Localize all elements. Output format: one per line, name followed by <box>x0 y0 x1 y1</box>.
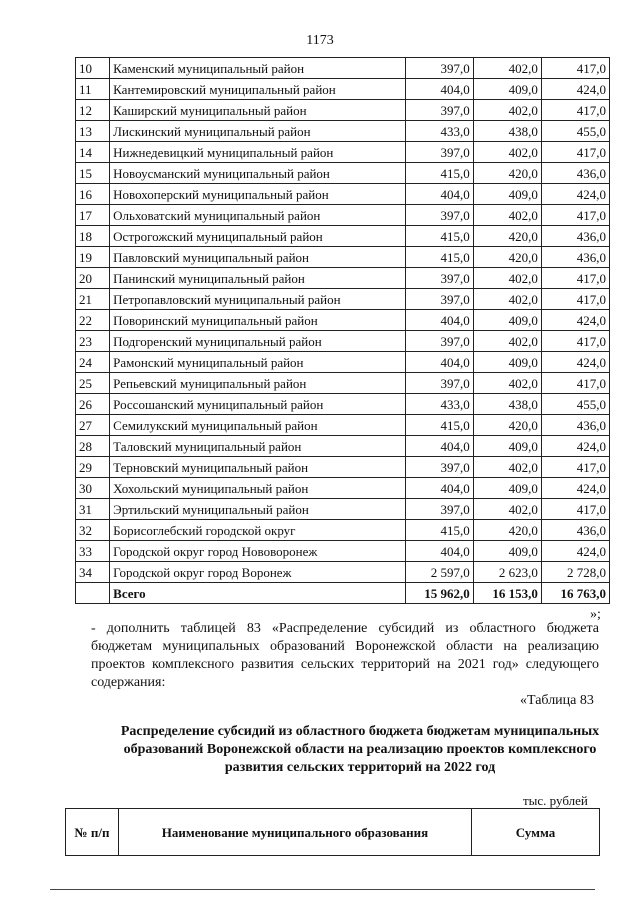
table-heading: Распределение субсидий из областного бюджета бюджетам муниципальных образований Воронежской области на реализацию проектов комплексного развития сельских территорий на 2022 год <box>120 724 600 775</box>
value-col-1: 397,0 <box>405 205 473 226</box>
table-row <box>76 562 610 583</box>
units-label: тыс. рублей <box>523 793 588 808</box>
row-number: 22 <box>76 310 110 331</box>
value-col-2: 402,0 <box>473 373 541 394</box>
total-col-2: 16 153,0 <box>473 583 541 604</box>
value-col-1: 415,0 <box>405 520 473 541</box>
total-row <box>76 583 610 604</box>
table-row <box>76 499 610 520</box>
table-row <box>76 100 610 121</box>
value-col-3: 424,0 <box>541 79 609 100</box>
row-number: 30 <box>76 478 110 499</box>
value-col-2: 409,0 <box>473 541 541 562</box>
value-col-3: 424,0 <box>541 436 609 457</box>
subsidy-table <box>75 57 610 604</box>
page-bottom-rule <box>50 889 595 890</box>
value-col-3: 455,0 <box>541 121 609 142</box>
value-col-1: 404,0 <box>405 79 473 100</box>
table-row <box>76 184 610 205</box>
value-col-2: 420,0 <box>473 163 541 184</box>
value-col-1: 397,0 <box>405 457 473 478</box>
value-col-1: 397,0 <box>405 331 473 352</box>
row-number: 27 <box>76 415 110 436</box>
value-col-1: 404,0 <box>405 541 473 562</box>
value-col-3: 417,0 <box>541 373 609 394</box>
value-col-2: 420,0 <box>473 520 541 541</box>
row-number: 33 <box>76 541 110 562</box>
municipality-name: Терновский муниципальный район <box>110 457 405 478</box>
page-number: 1173 <box>306 33 334 48</box>
value-col-2: 409,0 <box>473 310 541 331</box>
municipality-name: Городской округ город Воронеж <box>110 562 405 583</box>
value-col-2: 438,0 <box>473 394 541 415</box>
row-number: 17 <box>76 205 110 226</box>
value-col-3: 424,0 <box>541 352 609 373</box>
table-row <box>76 163 610 184</box>
new-table-header <box>65 808 600 856</box>
value-col-2: 420,0 <box>473 226 541 247</box>
value-col-3: 417,0 <box>541 268 609 289</box>
row-number: 28 <box>76 436 110 457</box>
value-col-2: 2 623,0 <box>473 562 541 583</box>
row-number: 18 <box>76 226 110 247</box>
value-col-3: 424,0 <box>541 310 609 331</box>
row-number: 31 <box>76 499 110 520</box>
table-row <box>76 478 610 499</box>
value-col-3: 436,0 <box>541 163 609 184</box>
table-row <box>76 331 610 352</box>
header-num: № п/п <box>66 809 119 856</box>
row-number: 19 <box>76 247 110 268</box>
value-col-1: 397,0 <box>405 142 473 163</box>
value-col-1: 397,0 <box>405 499 473 520</box>
municipality-name: Репьевский муниципальный район <box>110 373 405 394</box>
table-row <box>76 226 610 247</box>
municipality-name: Городской округ город Нововоронеж <box>110 541 405 562</box>
municipality-name: Павловский муниципальный район <box>110 247 405 268</box>
municipality-name: Панинский муниципальный район <box>110 268 405 289</box>
table-reference: «Таблица 83 <box>520 693 594 708</box>
row-number: 11 <box>76 79 110 100</box>
value-col-3: 417,0 <box>541 457 609 478</box>
municipality-name: Новохоперский муниципальный район <box>110 184 405 205</box>
table-row <box>76 373 610 394</box>
table-row <box>76 457 610 478</box>
municipality-name: Лискинский муниципальный район <box>110 121 405 142</box>
value-col-3: 417,0 <box>541 331 609 352</box>
table-row <box>76 394 610 415</box>
total-col-1: 15 962,0 <box>405 583 473 604</box>
value-col-2: 402,0 <box>473 499 541 520</box>
value-col-3: 455,0 <box>541 394 609 415</box>
row-number: 21 <box>76 289 110 310</box>
municipality-name: Хохольский муниципальный район <box>110 478 405 499</box>
row-number: 26 <box>76 394 110 415</box>
value-col-2: 402,0 <box>473 331 541 352</box>
row-number: 20 <box>76 268 110 289</box>
table-row <box>76 268 610 289</box>
table-row <box>76 352 610 373</box>
municipality-name: Новоусманский муниципальный район <box>110 163 405 184</box>
value-col-1: 415,0 <box>405 415 473 436</box>
amendment-paragraph: - дополнить таблицей 83 «Распределение субсидий из областного бюджета бюджетам муниципальных образований Воронежской области на реализацию проектов комплексного развития сельских территорий на 2021 год» следующего содержания: <box>91 621 599 690</box>
row-number: 23 <box>76 331 110 352</box>
value-col-1: 404,0 <box>405 184 473 205</box>
table-row <box>76 205 610 226</box>
value-col-1: 404,0 <box>405 310 473 331</box>
row-number: 13 <box>76 121 110 142</box>
value-col-3: 424,0 <box>541 478 609 499</box>
value-col-2: 409,0 <box>473 352 541 373</box>
table-row <box>76 247 610 268</box>
table-row <box>76 121 610 142</box>
table-row <box>76 520 610 541</box>
value-col-1: 415,0 <box>405 163 473 184</box>
row-number: 15 <box>76 163 110 184</box>
row-number: 10 <box>76 58 110 79</box>
row-number: 24 <box>76 352 110 373</box>
row-number: 14 <box>76 142 110 163</box>
value-col-2: 420,0 <box>473 247 541 268</box>
value-col-1: 397,0 <box>405 289 473 310</box>
value-col-2: 409,0 <box>473 79 541 100</box>
value-col-3: 417,0 <box>541 499 609 520</box>
municipality-name: Борисоглебский городской округ <box>110 520 405 541</box>
value-col-2: 402,0 <box>473 268 541 289</box>
value-col-1: 404,0 <box>405 352 473 373</box>
table-row <box>76 58 610 79</box>
value-col-2: 402,0 <box>473 142 541 163</box>
value-col-1: 397,0 <box>405 58 473 79</box>
value-col-3: 417,0 <box>541 289 609 310</box>
row-number: 34 <box>76 562 110 583</box>
value-col-1: 415,0 <box>405 226 473 247</box>
value-col-3: 417,0 <box>541 100 609 121</box>
value-col-2: 402,0 <box>473 58 541 79</box>
municipality-name: Кантемировский муниципальный район <box>110 79 405 100</box>
value-col-3: 2 728,0 <box>541 562 609 583</box>
value-col-2: 409,0 <box>473 436 541 457</box>
value-col-2: 402,0 <box>473 100 541 121</box>
value-col-3: 417,0 <box>541 142 609 163</box>
municipality-name: Каширский муниципальный район <box>110 100 405 121</box>
value-col-1: 397,0 <box>405 268 473 289</box>
value-col-1: 415,0 <box>405 247 473 268</box>
value-col-1: 433,0 <box>405 394 473 415</box>
table-body <box>76 58 610 604</box>
municipality-name: Петропавловский муниципальный район <box>110 289 405 310</box>
municipality-name: Нижнедевицкий муниципальный район <box>110 142 405 163</box>
value-col-1: 397,0 <box>405 373 473 394</box>
value-col-2: 420,0 <box>473 415 541 436</box>
value-col-3: 436,0 <box>541 520 609 541</box>
row-number: 29 <box>76 457 110 478</box>
municipality-name: Таловский муниципальный район <box>110 436 405 457</box>
table-row <box>76 541 610 562</box>
value-col-3: 436,0 <box>541 226 609 247</box>
total-empty-cell <box>76 583 110 604</box>
value-col-1: 404,0 <box>405 436 473 457</box>
row-number: 25 <box>76 373 110 394</box>
header-sum: Сумма <box>472 809 600 856</box>
value-col-2: 402,0 <box>473 205 541 226</box>
municipality-name: Семилукский муниципальный район <box>110 415 405 436</box>
value-col-2: 409,0 <box>473 184 541 205</box>
value-col-3: 424,0 <box>541 541 609 562</box>
table-row <box>76 79 610 100</box>
table-row <box>76 289 610 310</box>
municipality-name: Подгоренский муниципальный район <box>110 331 405 352</box>
table-row <box>76 436 610 457</box>
value-col-1: 433,0 <box>405 121 473 142</box>
header-name: Наименование муниципального образования <box>119 809 472 856</box>
value-col-2: 402,0 <box>473 289 541 310</box>
header-row <box>66 809 600 856</box>
value-col-2: 409,0 <box>473 478 541 499</box>
row-number: 32 <box>76 520 110 541</box>
value-col-1: 404,0 <box>405 478 473 499</box>
municipality-name: Острогожский муниципальный район <box>110 226 405 247</box>
value-col-1: 397,0 <box>405 100 473 121</box>
total-col-3: 16 763,0 <box>541 583 609 604</box>
municipality-name: Каменский муниципальный район <box>110 58 405 79</box>
value-col-3: 424,0 <box>541 184 609 205</box>
total-label: Всего <box>110 583 405 604</box>
value-col-2: 402,0 <box>473 457 541 478</box>
municipality-name: Эртильский муниципальный район <box>110 499 405 520</box>
value-col-3: 417,0 <box>541 205 609 226</box>
row-number: 16 <box>76 184 110 205</box>
value-col-3: 417,0 <box>541 58 609 79</box>
municipality-name: Поворинский муниципальный район <box>110 310 405 331</box>
table-row <box>76 415 610 436</box>
table-row <box>76 310 610 331</box>
municipality-name: Ольховатский муниципальный район <box>110 205 405 226</box>
value-col-1: 2 597,0 <box>405 562 473 583</box>
row-number: 12 <box>76 100 110 121</box>
municipality-name: Рамонский муниципальный район <box>110 352 405 373</box>
closing-quote: »; <box>590 607 601 622</box>
value-col-3: 436,0 <box>541 415 609 436</box>
municipality-name: Россошанский муниципальный район <box>110 394 405 415</box>
value-col-3: 436,0 <box>541 247 609 268</box>
table-row <box>76 142 610 163</box>
value-col-2: 438,0 <box>473 121 541 142</box>
